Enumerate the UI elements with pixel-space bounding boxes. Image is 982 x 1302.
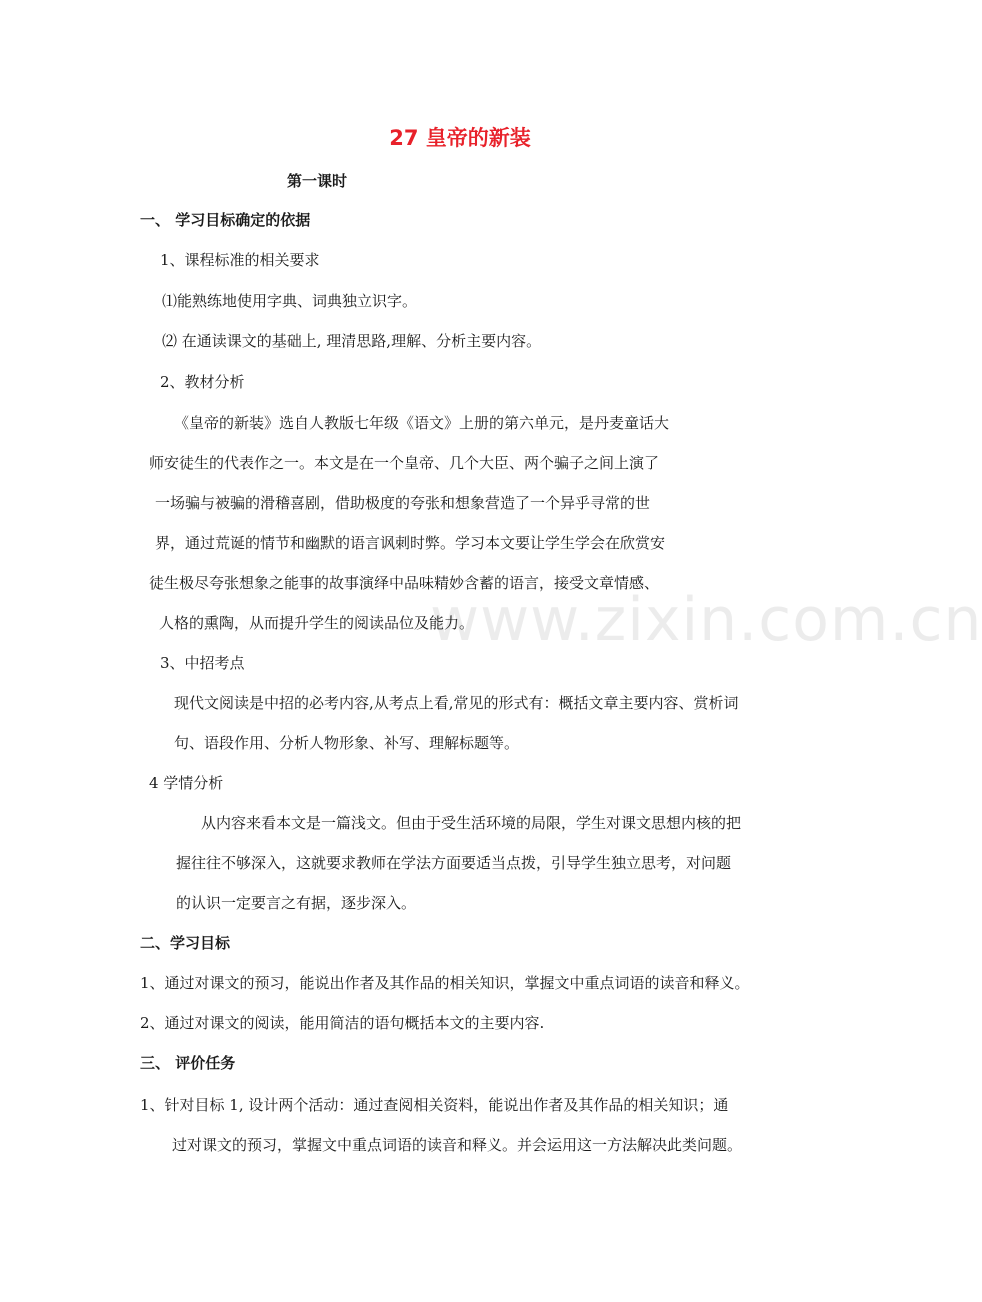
section3-line: 1、针对目标 1, 设计两个活动：通过查阅相关资料，能说出作者及其作品的相关知识；通 (140, 1096, 729, 1114)
section1-item3-line: 现代文阅读是中招的必考内容,从考点上看,常见的形式有：概括文章主要内容、赏析词 (174, 694, 739, 712)
section1-item1-heading: 1、课程标准的相关要求 (160, 251, 320, 269)
watermark: www.zixin.com.cn (430, 585, 982, 655)
section1-item4-line: 握往往不够深入，这就要求教师在学法方面要适当点拨，引导学生独立思考，对问题 (176, 854, 732, 872)
section1-item1-line: ⑵ 在通读课文的基础上, 理清思路,理解、分析主要内容。 (162, 332, 542, 350)
section3-heading: 三、 评价任务 (140, 1054, 236, 1072)
section1-item2-line: 徒生极尽夸张想象之能事的故事演绎中品味精妙含蓄的语言，接受文章情感、 (149, 574, 660, 592)
section1-item4-line: 从内容来看本文是一篇浅文。但由于受生活环境的局限，学生对课文思想内核的把 (201, 814, 742, 832)
section1-item3-line: 句、语段作用、分析人物形象、补写、理解标题等。 (174, 734, 520, 752)
section2-heading: 二、学习目标 (140, 934, 231, 952)
section1-item4-heading: 4 学情分析 (149, 774, 224, 792)
section1-item2-line: 一场骗与被骗的滑稽喜剧，借助极度的夸张和想象营造了一个异乎寻常的世 (155, 494, 651, 512)
section1-item1-line: ⑴能熟练地使用字典、词典独立识字。 (162, 292, 418, 310)
lesson-subtitle: 第一课时 (287, 172, 348, 190)
section1-heading: 一、 学习目标确定的依据 (140, 211, 311, 229)
section1-item3-heading: 3、中招考点 (160, 654, 245, 672)
section1-item4-line: 的认识一定要言之有据，逐步深入。 (176, 894, 417, 912)
section1-item2-line: 师安徒生的代表作之一。本文是在一个皇帝、几个大臣、两个骗子之间上演了 (149, 454, 660, 472)
section3-line: 过对课文的预习，掌握文中重点词语的读音和释义。并会运用这一方法解决此类问题。 (172, 1136, 743, 1154)
section2-line: 1、通过对课文的预习，能说出作者及其作品的相关知识，掌握文中重点词语的读音和释义。 (140, 974, 750, 992)
section2-line: 2、通过对课文的阅读，能用简洁的语句概括本文的主要内容. (140, 1014, 545, 1032)
section1-item2-line: 人格的熏陶，从而提升学生的阅读品位及能力。 (159, 614, 475, 632)
section1-item2-line: 界，通过荒诞的情节和幽默的语言讽刺时弊。学习本文要让学生学会在欣赏安 (155, 534, 666, 552)
section1-item2-line: 《皇帝的新装》选自人教版七年级《语文》上册的第六单元，是丹麦童话大 (174, 414, 670, 432)
document-title: 27 皇帝的新装 (389, 126, 531, 150)
section1-item2-heading: 2、教材分析 (160, 373, 245, 391)
